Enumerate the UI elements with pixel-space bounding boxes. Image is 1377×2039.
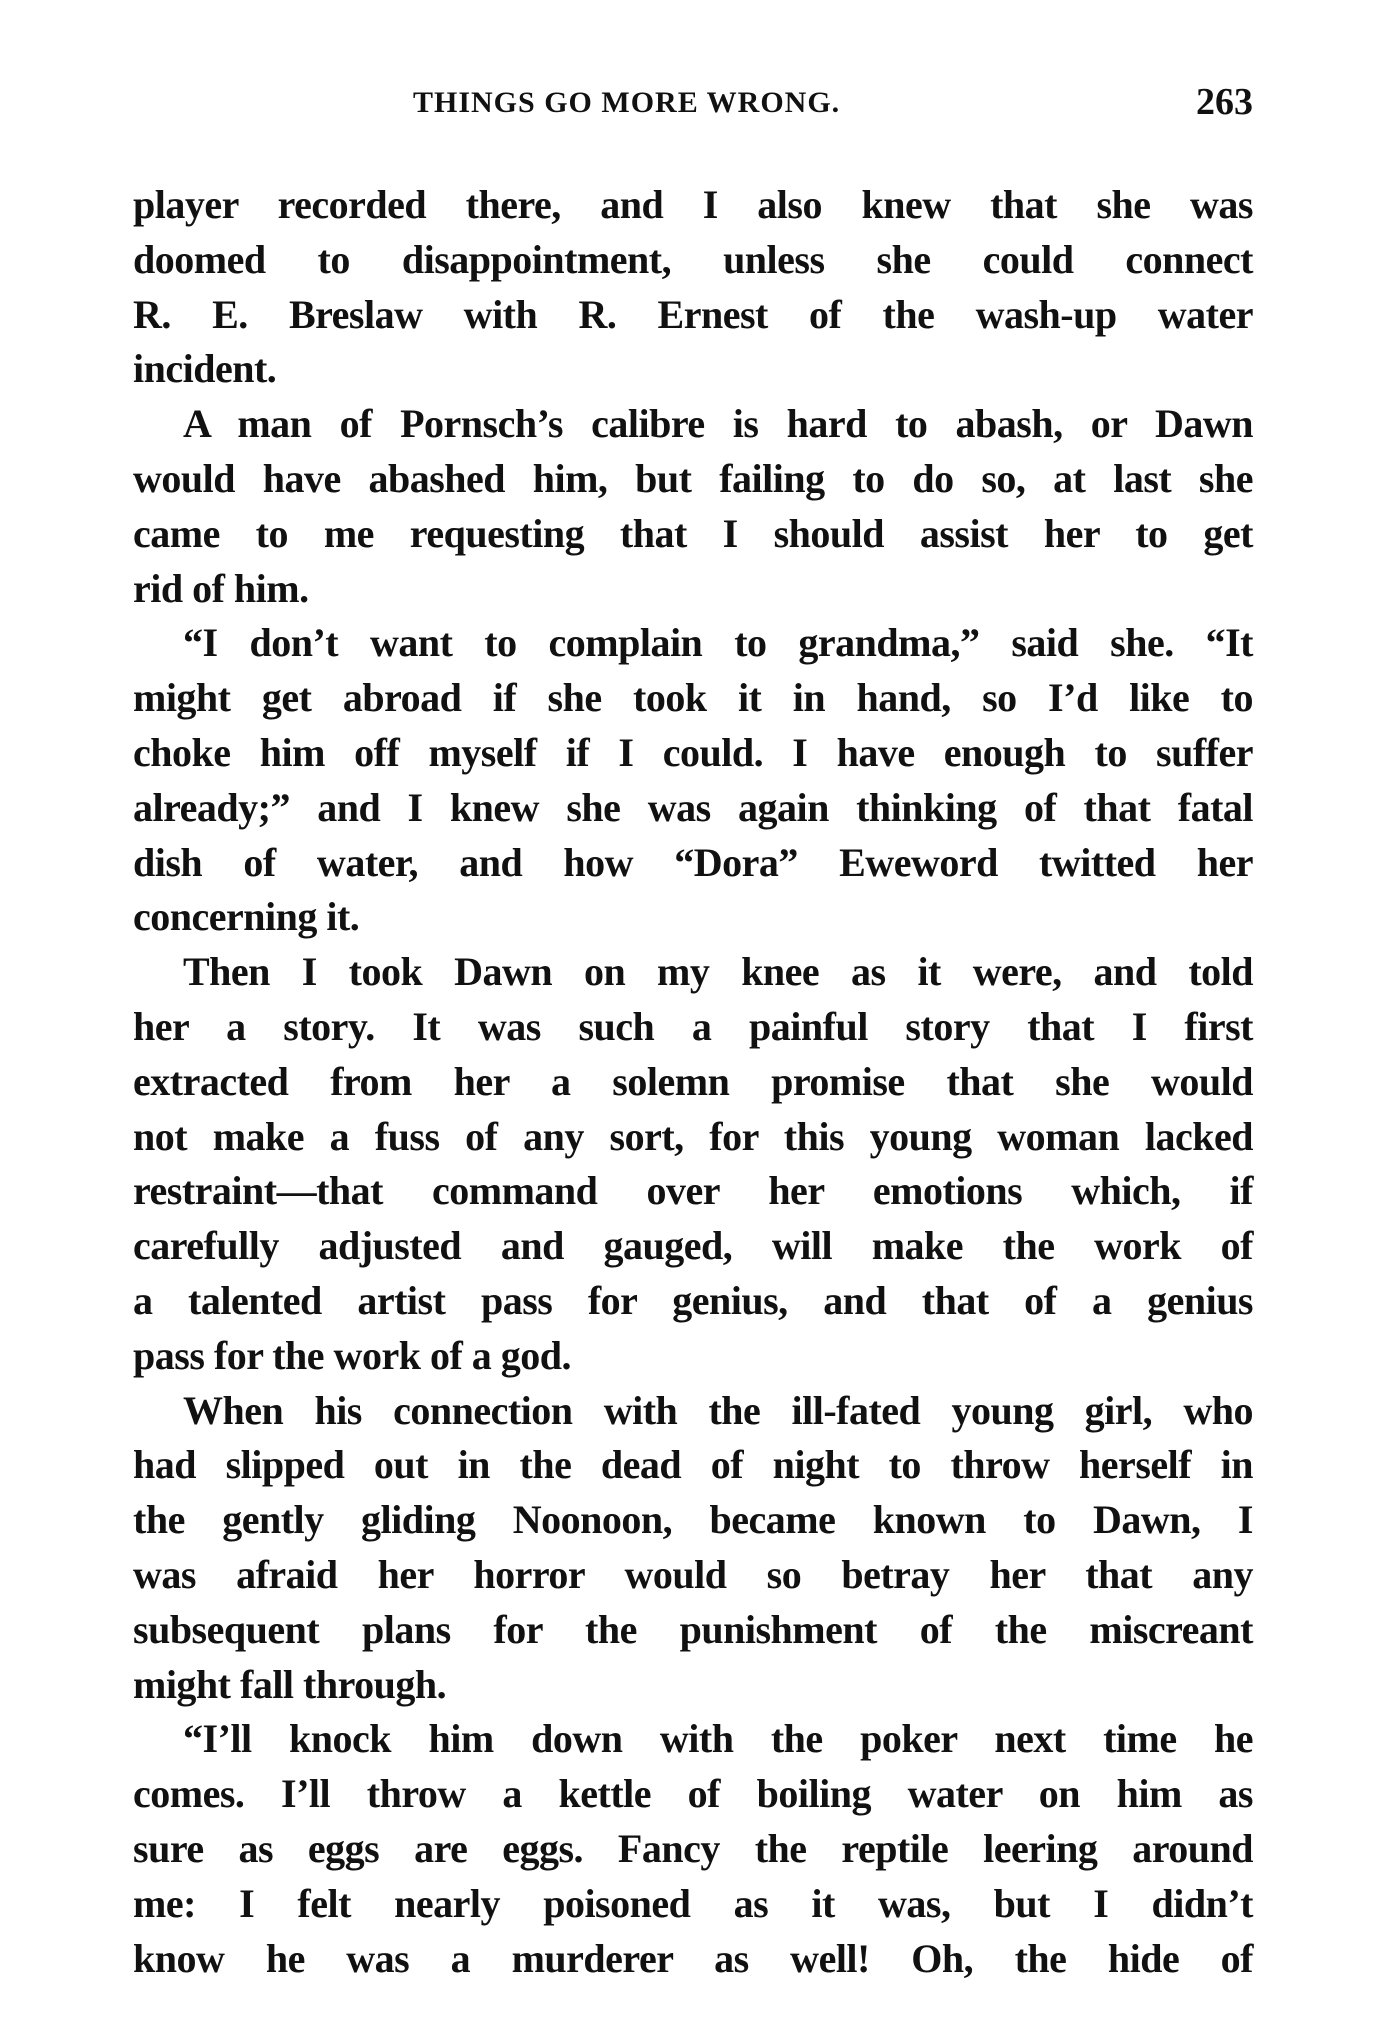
text-line: incident. <box>133 346 277 392</box>
paragraph <box>133 397 1253 616</box>
paragraph <box>133 1712 1253 1986</box>
text-line: already;” and I knew she was again thinking of that fatal <box>133 784 1253 830</box>
page-number: 263 <box>1196 81 1253 123</box>
text-line: doomed to disappointment, unless she could connect <box>133 236 1253 282</box>
text-line: R. E. Breslaw with R. Ernest of the wash-up water <box>133 291 1253 337</box>
page-body <box>133 178 1253 1986</box>
text-line: pass for the work of a god. <box>133 1332 572 1378</box>
text-line: her a story. It was such a painful story that I first <box>133 1003 1253 1049</box>
text-line: rid of him. <box>133 565 309 611</box>
paragraph <box>133 945 1253 1383</box>
running-header <box>133 80 1253 130</box>
paragraph <box>133 178 1253 397</box>
text-line: A man of Pornsch’s calibre is hard to abash, or Dawn <box>183 401 1253 447</box>
text-line: would have abashed him, but failing to do so, at last she <box>133 455 1253 501</box>
running-title: THINGS GO MORE WRONG. <box>413 86 841 119</box>
paragraph <box>133 616 1253 945</box>
text-line: subsequent plans for the punishment of the miscreant <box>133 1606 1253 1652</box>
text-line: had slipped out in the dead of night to throw herself in <box>133 1442 1253 1488</box>
text-line: “I’ll knock him down with the poker next time he <box>183 1716 1253 1762</box>
text-line: me: I felt nearly poisoned as it was, but I didn’t <box>133 1880 1253 1926</box>
text-line: was afraid her horror would so betray her that any <box>133 1551 1253 1597</box>
text-line: a talented artist pass for genius, and that of a genius <box>133 1277 1253 1323</box>
text-line: might fall through. <box>133 1661 447 1707</box>
text-line: dish of water, and how “Dora” Eweword twitted her <box>133 839 1253 885</box>
text-line: restraint—that command over her emotions which, if <box>133 1168 1253 1214</box>
text-line: sure as eggs are eggs. Fancy the reptile leering around <box>133 1825 1253 1871</box>
text-line: “I don’t want to complain to grandma,” said she. “It <box>183 620 1253 666</box>
text-line: concerning it. <box>133 894 360 940</box>
text-line: the gently gliding Noonoon, became known to Dawn, I <box>133 1497 1253 1543</box>
paragraph <box>133 1384 1253 1713</box>
text-line: came to me requesting that I should assist her to get <box>133 510 1253 556</box>
text-line: know he was a murderer as well! Oh, the hide of <box>133 1935 1253 1981</box>
text-line: Then I took Dawn on my knee as it were, and told <box>183 949 1253 995</box>
text-line: carefully adjusted and gauged, will make the work of <box>133 1223 1253 1269</box>
text-line: not make a fuss of any sort, for this young woman lacked <box>133 1113 1253 1159</box>
text-line: extracted from her a solemn promise that she would <box>133 1058 1253 1104</box>
text-line: choke him off myself if I could. I have enough to suffer <box>133 729 1253 775</box>
text-line: player recorded there, and I also knew that she was <box>133 182 1253 227</box>
text-line: comes. I’ll throw a kettle of boiling water on him as <box>133 1771 1253 1817</box>
text-line: When his connection with the ill-fated young girl, who <box>183 1387 1253 1433</box>
text-line: might get abroad if she took it in hand, so I’d like to <box>133 675 1253 721</box>
